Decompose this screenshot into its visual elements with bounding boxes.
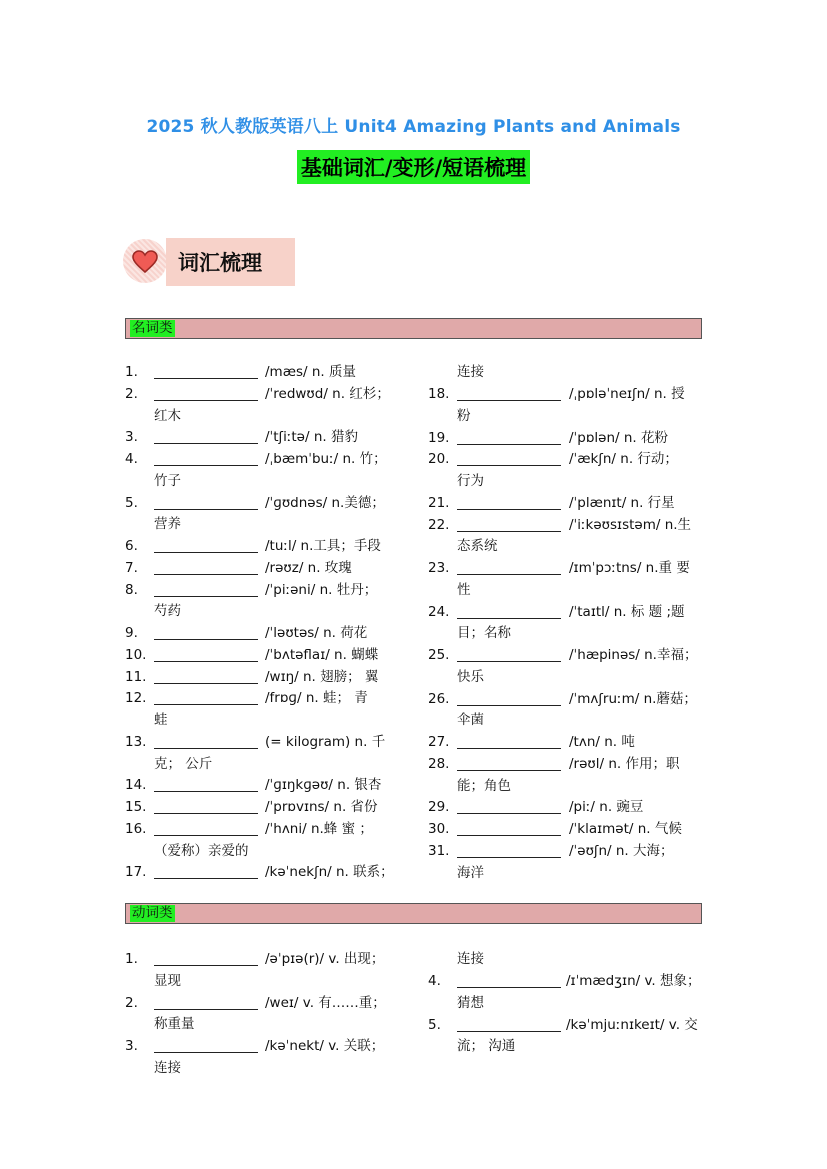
answer-blank[interactable] xyxy=(457,973,561,988)
answer-blank[interactable] xyxy=(154,582,258,597)
answer-blank[interactable] xyxy=(154,777,258,792)
answer-blank[interactable] xyxy=(154,864,258,879)
entry-definition: /frɒɡ/ n. 蛙； 青 xyxy=(265,690,368,707)
entry-definition-continued: 伞菌 xyxy=(457,712,484,729)
entry-number: 7. xyxy=(125,559,138,576)
entry-number: 22. xyxy=(428,516,450,533)
answer-blank[interactable] xyxy=(457,1017,561,1032)
entry-definition-continued: 能；角色 xyxy=(457,777,511,794)
entry-definition-continued: 连接 xyxy=(457,364,484,380)
entry-definition-continued: 态系统 xyxy=(457,538,498,555)
answer-blank[interactable] xyxy=(457,756,561,771)
entry-number: 11. xyxy=(125,668,147,685)
entry-number: 25. xyxy=(428,647,450,663)
answer-blank[interactable] xyxy=(154,495,258,510)
entry-definition: /ˈɡɪŋkɡəʊ/ n. 银杏 xyxy=(265,777,382,794)
entry-definition-continued: 行为 xyxy=(457,473,484,489)
entry-number: 17. xyxy=(125,864,147,881)
entry-definition-continued: 称重量 xyxy=(154,1016,195,1033)
entry-number: 1. xyxy=(125,364,138,380)
answer-blank[interactable] xyxy=(457,430,561,445)
verbs-section-bar xyxy=(125,903,702,924)
entry-number: 19. xyxy=(428,429,450,446)
nouns-section-label: 名词类 xyxy=(132,320,173,336)
document-subtitle: 基础词汇/变形/短语梳理 xyxy=(297,150,530,184)
entry-definition: /ˈpɒlən/ n. 花粉 xyxy=(569,429,668,446)
answer-blank[interactable] xyxy=(457,691,561,706)
entry-number: 3. xyxy=(125,429,138,446)
answer-blank[interactable] xyxy=(154,451,258,466)
entry-number: 5. xyxy=(428,1016,441,1033)
entry-definition: /ˈklaɪmət/ n. 气候 xyxy=(569,821,682,837)
answer-blank[interactable] xyxy=(154,734,258,749)
entry-definition: /kəˈnekʃn/ n. 联系； xyxy=(265,864,394,881)
answer-blank[interactable] xyxy=(457,517,561,532)
entry-definition: /mæs/ n. 质量 xyxy=(265,364,356,380)
document-title: 2025 秋人教版英语八上 Unit4 Amazing Plants and Animals xyxy=(146,117,681,137)
entry-number: 24. xyxy=(428,603,450,620)
entry-number: 3. xyxy=(125,1038,138,1054)
answer-blank[interactable] xyxy=(154,821,258,836)
entry-definition-continued: （爱称）亲爱的 xyxy=(154,842,249,859)
entry-definition-continued: 粉 xyxy=(457,407,471,424)
entry-definition-continued: 海洋 xyxy=(457,864,484,881)
answer-blank[interactable] xyxy=(457,799,561,814)
entry-definition: /ˈmʌʃruːm/ n.蘑菇； xyxy=(569,690,697,707)
answer-blank[interactable] xyxy=(154,690,258,705)
answer-blank[interactable] xyxy=(457,843,561,858)
entry-definition: /ˈhʌni/ n.蜂 蜜 ； xyxy=(265,820,373,837)
entry-definition-continued: 连接 xyxy=(154,1059,181,1076)
entry-number: 28. xyxy=(428,755,450,772)
entry-number: 18. xyxy=(428,386,450,402)
entry-number: 4. xyxy=(428,973,441,989)
entry-number: 9. xyxy=(125,625,138,641)
entry-definition: /ˈhæpinəs/ n.幸福； xyxy=(569,647,698,663)
entry-number: 31. xyxy=(428,842,450,859)
entry-number: 21. xyxy=(428,494,450,511)
entry-definition: /ˌpɒləˈneɪʃn/ n. 授 xyxy=(569,386,685,402)
entry-definition: /kəˈmjuːnɪkeɪt/ v. 交 xyxy=(566,1016,698,1033)
answer-blank[interactable] xyxy=(457,560,561,575)
entry-definition: (= kilogram) n. 千 xyxy=(265,733,386,750)
nouns-section-bar xyxy=(125,318,702,339)
entry-definition-continued: 快乐 xyxy=(457,668,484,685)
entry-number: 6. xyxy=(125,538,138,554)
entry-number: 23. xyxy=(428,560,450,576)
answer-blank[interactable] xyxy=(154,625,258,640)
answer-blank[interactable] xyxy=(154,364,258,379)
entry-number: 2. xyxy=(125,385,138,402)
entry-number: 12. xyxy=(125,690,147,707)
answer-blank[interactable] xyxy=(154,1038,258,1053)
answer-blank[interactable] xyxy=(154,951,258,966)
entry-definition: /ˈplænɪt/ n. 行星 xyxy=(569,494,675,511)
entry-number: 8. xyxy=(125,581,138,598)
entry-definition: /ˈtaɪtl/ n. 标 题 ;题 xyxy=(569,603,685,620)
entry-definition: /ˈprɒvɪns/ n. 省份 xyxy=(265,799,378,815)
entry-definition: /wɪŋ/ n. 翅膀； 翼 xyxy=(265,668,379,685)
entry-number: 13. xyxy=(125,733,147,750)
entry-number: 10. xyxy=(125,646,147,663)
entry-definition-continued: 流； 沟通 xyxy=(457,1038,516,1055)
vocab-section-title: 词汇梳理 xyxy=(166,238,295,286)
entry-definition-continued: 目；名称 xyxy=(457,625,511,642)
answer-blank[interactable] xyxy=(457,386,561,401)
entry-definition: /ˈləʊtəs/ n. 荷花 xyxy=(265,625,368,641)
entry-number: 26. xyxy=(428,690,450,707)
heart-badge xyxy=(123,239,167,283)
answer-blank[interactable] xyxy=(154,669,258,684)
entry-definition-continued: 竹子 xyxy=(154,472,181,489)
entry-definition: /ɪˈmædʒɪn/ v. 想象； xyxy=(566,973,701,989)
answer-blank[interactable] xyxy=(457,604,561,619)
entry-definition-continued: 性 xyxy=(457,581,471,598)
answer-blank[interactable] xyxy=(457,451,561,466)
entry-definition-continued: 显现 xyxy=(154,972,181,989)
subtitle-wrap xyxy=(0,150,827,184)
answer-blank[interactable] xyxy=(457,734,561,749)
entry-definition: /ˌbæmˈbuː/ n. 竹； xyxy=(265,451,387,467)
entry-number: 2. xyxy=(125,994,138,1011)
entry-definition: /ˈækʃn/ n. 行动； xyxy=(569,451,678,468)
entry-definition: /kəˈnekt/ v. 关联； xyxy=(265,1038,385,1054)
entry-definition: /rəʊl/ n. 作用；职 xyxy=(569,755,680,772)
heart-icon xyxy=(132,250,158,274)
entry-definition: /ɪmˈpɔːtns/ n.重 要 xyxy=(569,560,690,576)
entry-definition: /tuːl/ n.工具；手段 xyxy=(265,538,381,554)
answer-blank[interactable] xyxy=(154,560,258,575)
entry-number: 16. xyxy=(125,820,147,837)
answer-blank[interactable] xyxy=(457,647,561,662)
entry-definition-continued: 连接 xyxy=(457,951,484,967)
answer-blank[interactable] xyxy=(154,538,258,553)
entry-number: 1. xyxy=(125,951,138,967)
entry-definition: /ˈiːkəʊsɪstəm/ n.生 xyxy=(569,516,692,533)
entry-definition: /ˈɡʊdnəs/ n.美德； xyxy=(265,494,385,511)
answer-blank[interactable] xyxy=(154,386,258,401)
entry-definition: /ˈtʃiːtə/ n. 猎豹 xyxy=(265,429,358,446)
entry-number: 4. xyxy=(125,451,138,467)
entry-number: 14. xyxy=(125,777,147,794)
entry-number: 27. xyxy=(428,734,450,750)
entry-number: 29. xyxy=(428,799,450,816)
entry-definition-continued: 芍药 xyxy=(154,603,181,620)
entry-definition-continued: 蛙 xyxy=(154,712,168,728)
entry-definition-continued: 猜想 xyxy=(457,994,484,1011)
entry-definition: /weɪ/ v. 有……重； xyxy=(265,994,386,1011)
entry-definition: /piː/ n. 豌豆 xyxy=(569,799,644,816)
entry-definition: /ˈpiːəni/ n. 牡丹； xyxy=(265,581,378,598)
entry-definition: /ˈbʌtəflaɪ/ n. 蝴蝶 xyxy=(265,646,379,663)
answer-blank[interactable] xyxy=(154,995,258,1010)
answer-blank[interactable] xyxy=(457,495,561,510)
entry-definition: /əˈpɪə(r)/ v. 出现； xyxy=(265,951,385,967)
entry-number: 15. xyxy=(125,799,147,815)
entry-number: 5. xyxy=(125,494,138,511)
entry-definition-continued: 营养 xyxy=(154,516,181,533)
entry-definition-continued: 克； 公斤 xyxy=(154,755,213,772)
entry-definition: /ˈəʊʃn/ n. 大海； xyxy=(569,842,674,859)
answer-blank[interactable] xyxy=(154,647,258,662)
entry-definition: /tʌn/ n. 吨 xyxy=(569,734,635,750)
answer-blank[interactable] xyxy=(457,821,561,836)
entry-number: 30. xyxy=(428,821,450,837)
verbs-section-label: 动词类 xyxy=(132,905,173,921)
answer-blank[interactable] xyxy=(154,429,258,444)
answer-blank[interactable] xyxy=(154,799,258,814)
entry-number: 20. xyxy=(428,451,450,468)
entry-definition: /rəʊz/ n. 玫瑰 xyxy=(265,559,352,576)
entry-definition-continued: 红木 xyxy=(154,407,181,424)
entry-definition: /ˈredwʊd/ n. 红杉； xyxy=(265,385,390,402)
